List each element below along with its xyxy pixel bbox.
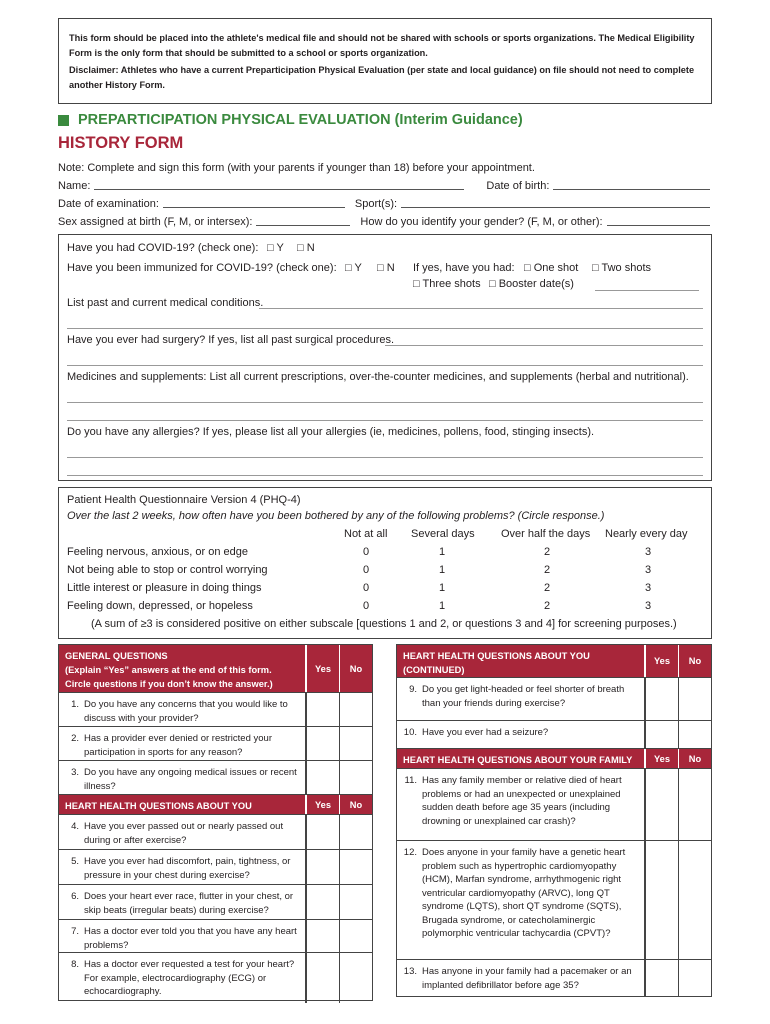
phq-footnote: (A sum of ≥3 is considered positive on either subscale [questions 1 and 2, or questions 3 and 4] for screening purposes.)	[91, 618, 677, 630]
no-cell[interactable]	[339, 920, 372, 952]
phq-value[interactable]: 3	[645, 582, 652, 594]
yes-cell[interactable]	[306, 761, 339, 794]
question-row: 9. Do you get light-headed or feel shorter of breath than your friends during exercise?	[397, 678, 711, 721]
one-shot-checkbox[interactable]: □ One shot	[524, 262, 579, 274]
question-row: 13. Has anyone in your family had a pacemaker or an implanted defibrillator before age 35?	[397, 960, 711, 996]
phq-row-label: Feeling down, depressed, or hopeless	[67, 600, 253, 612]
phq-value[interactable]: 2	[544, 546, 551, 558]
phq-value[interactable]: 3	[645, 564, 652, 576]
no-cell[interactable]	[339, 885, 372, 919]
notice-text: This form should be placed into the athlete's medical file and should not be shared with schools or sports organizations. The Medical Eligibility Form is the only form that should be submitted to a school or sports organization.	[69, 33, 695, 58]
phq-value[interactable]: 2	[544, 582, 551, 594]
yes-cell[interactable]	[306, 850, 339, 884]
yes-cell[interactable]	[306, 885, 339, 919]
no-cell[interactable]	[678, 769, 711, 840]
name-field[interactable]	[94, 179, 464, 190]
allergies-line-2[interactable]	[67, 464, 703, 476]
covid-no-checkbox[interactable]: □ N	[297, 242, 315, 254]
phq-value[interactable]: 2	[544, 600, 551, 612]
medicines-line-1[interactable]	[67, 391, 703, 403]
no-cell[interactable]	[678, 721, 711, 748]
booster-checkbox[interactable]: □ Booster date(s)	[489, 278, 574, 290]
phq-row-label: Feeling nervous, anxious, or on edge	[67, 546, 249, 558]
general-questions-table	[58, 644, 373, 1001]
heart-health-table	[396, 644, 712, 997]
yes-cell[interactable]	[645, 678, 678, 720]
yes-cell[interactable]	[645, 960, 678, 996]
conditions-line-2[interactable]	[67, 317, 703, 329]
two-shots-checkbox[interactable]: □ Two shots	[592, 262, 652, 274]
phq4-box	[58, 487, 712, 639]
yes-cell[interactable]	[306, 693, 339, 726]
date-exam-field[interactable]	[163, 197, 345, 208]
notice-box	[58, 18, 712, 104]
sports-field[interactable]	[401, 197, 710, 208]
phq-value[interactable]: 2	[544, 564, 551, 576]
yes-cell[interactable]	[645, 841, 678, 959]
question-row: 10. Have you ever had a seizure?	[397, 721, 711, 749]
phq-value[interactable]: 1	[439, 582, 446, 594]
yes-cell[interactable]	[306, 953, 339, 1003]
name-row: Name: Date of birth:	[58, 176, 710, 192]
note-text: Note: Complete and sign this form (with your parents if younger than 18) before your appointment.	[58, 162, 535, 174]
no-cell[interactable]	[339, 693, 372, 726]
family-heart-header: HEART HEALTH QUESTIONS ABOUT YOUR FAMILY Yes No	[397, 749, 711, 769]
question-row: 2. Has a provider ever denied or restricted your participation in sports for any reason?	[59, 727, 372, 761]
heart-health-header: HEART HEALTH QUESTIONS ABOUT YOU Yes No	[59, 795, 372, 815]
phq-row-label: Not being able to stop or control worrying	[67, 564, 268, 576]
phq-row-label: Little interest or pleasure in doing things	[67, 582, 262, 594]
heart-continued-header: HEART HEALTH QUESTIONS ABOUT YOU (CONTINUED) Yes No	[397, 645, 711, 678]
question-row: 4. Have you ever passed out or nearly passed out during or after exercise?	[59, 815, 372, 850]
phq-col-header: Not at all	[344, 528, 388, 540]
phq-value[interactable]: 1	[439, 564, 446, 576]
ppe-title: PREPARTICIPATION PHYSICAL EVALUATION (Interim Guidance)	[58, 112, 523, 128]
no-cell[interactable]	[339, 727, 372, 760]
phq-value[interactable]: 1	[439, 546, 446, 558]
yes-cell[interactable]	[645, 721, 678, 748]
no-cell[interactable]	[339, 815, 372, 849]
question-row: 12. Does anyone in your family have a genetic heart problem such as hypertrophic cardiomyopathy (HCM), Marfan syndrome, arrhythmogenic right ventricular cardiomyopathy (ARVC), long QT syndrome (LQTS), short QT syndrome (SQTS), Brugada syndrome, or catecholaminergic polymorphic ventricular tachycardia (CPVT)?	[397, 841, 711, 960]
phq-value[interactable]: 3	[645, 546, 652, 558]
phq-col-header: Over half the days	[501, 528, 591, 540]
no-cell[interactable]	[678, 960, 711, 996]
immunized-no-checkbox[interactable]: □ N	[377, 262, 395, 274]
question-row: 11. Has any family member or relative died of heart problems or had an unexpected or unexplained sudden death before age 35 years (including drowning or unexplained car crash)?	[397, 769, 711, 841]
booster-date-field[interactable]	[595, 279, 699, 291]
phq-value[interactable]: 0	[363, 600, 370, 612]
phq-value[interactable]: 1	[439, 600, 446, 612]
surgery-line-2[interactable]	[67, 354, 703, 366]
question-row: 6. Does your heart ever race, flutter in your chest, or skip beats (irregular beats) during exercise?	[59, 885, 372, 920]
yes-cell[interactable]	[306, 920, 339, 952]
question-row: 3. Do you have any ongoing medical issues or recent illness?	[59, 761, 372, 795]
phq-subtitle: Over the last 2 weeks, how often have you been bothered by any of the following problems? (Circle response.)	[67, 510, 605, 522]
note-row	[58, 158, 710, 174]
yes-cell[interactable]	[306, 815, 339, 849]
sex-field[interactable]	[256, 215, 350, 226]
medical-history-box: Have you had COVID-19? (check one): □ Y □ N Have you been immunized for COVID-19? (check one): □ Y □ N If yes, have you had: □ One shot □ Two shots □ Three shots □ Booster date(s) List past and current medical conditions. Have you ever had surgery? If yes, list all past surgical procedures. Medicines and supplements: List all current prescriptions, over-the-counter medicines, and supplements (herbal and nutritional). Do you have any allergies? If yes, please list all your allergies (ie, medicines, pollens, food, stinging insects).	[58, 234, 712, 481]
square-bullet-icon	[58, 115, 69, 126]
question-row: 5. Have you ever had discomfort, pain, tightness, or pressure in your chest during exercise?	[59, 850, 372, 885]
conditions-field[interactable]	[259, 297, 703, 309]
no-cell[interactable]	[678, 678, 711, 720]
no-cell[interactable]	[339, 761, 372, 794]
no-cell[interactable]	[339, 953, 372, 1003]
surgery-field[interactable]	[385, 334, 703, 346]
medicines-line-2[interactable]	[67, 409, 703, 421]
sex-row: Sex assigned at birth (F, M, or intersex): How do you identify your gender? (F, M, or other):	[58, 212, 710, 228]
no-cell[interactable]	[678, 841, 711, 959]
immunized-yes-checkbox[interactable]: □ Y	[345, 262, 362, 274]
disclaimer-text: Disclaimer: Athletes who have a current Preparticipation Physical Evaluation (per state and local guidance) on file should not need to complete another History Form.	[69, 65, 695, 90]
question-row: 7. Has a doctor ever told you that you have any heart problems?	[59, 920, 372, 953]
no-cell[interactable]	[339, 850, 372, 884]
phq-title: Patient Health Questionnaire Version 4 (PHQ-4)	[67, 494, 301, 506]
phq-col-header: Nearly every day	[605, 528, 688, 540]
question-row: 8. Has a doctor ever requested a test for your heart? For example, electrocardiography (ECG) or echocardiography.	[59, 953, 372, 1003]
dob-field[interactable]	[553, 179, 710, 190]
exam-row: Date of examination: Sport(s):	[58, 194, 710, 210]
phq-value[interactable]: 0	[363, 564, 370, 576]
phq-value[interactable]: 0	[363, 546, 370, 558]
phq-col-header: Several days	[411, 528, 475, 540]
allergies-line-1[interactable]	[67, 446, 703, 458]
yes-cell[interactable]	[645, 769, 678, 840]
page-title: HISTORY FORM	[58, 134, 184, 152]
three-shots-checkbox[interactable]: □ Three shots	[413, 278, 481, 290]
general-questions-header: GENERAL QUESTIONS (Explain “Yes” answers at the end of this form. Circle questions if you don’t know the answer.) Yes No	[59, 645, 372, 693]
question-row: 1. Do you have any concerns that you would like to discuss with your provider?	[59, 693, 372, 727]
gender-field[interactable]	[607, 215, 710, 226]
covid-yes-checkbox[interactable]: □ Y	[267, 242, 284, 254]
yes-cell[interactable]	[306, 727, 339, 760]
phq-value[interactable]: 0	[363, 582, 370, 594]
phq-value[interactable]: 3	[645, 600, 652, 612]
